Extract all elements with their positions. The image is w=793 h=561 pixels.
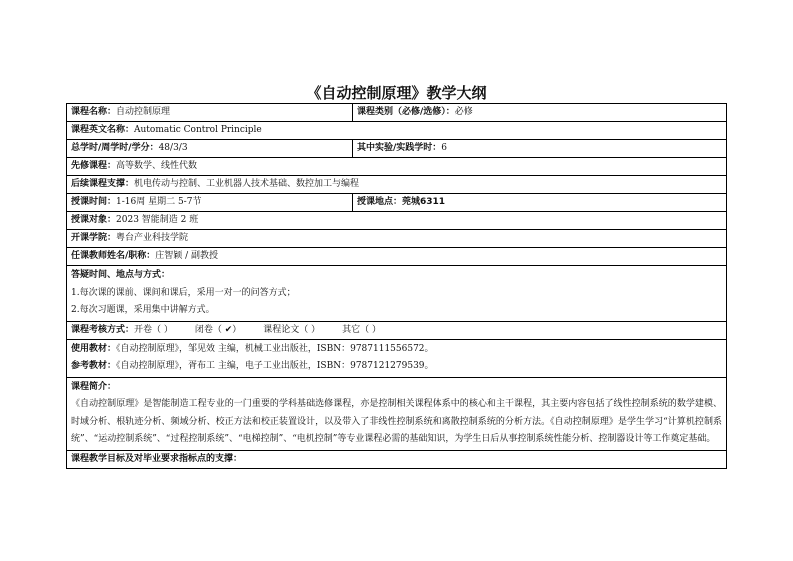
field-label: 后续课程支撑： [71,179,135,189]
field-label: 总学时/周学时/学分： [71,143,159,153]
qa-item: 1.每次课的课前、课间和课后，采用一对一的问答方式； [71,287,296,298]
teacher: 庄智颖 / 副教授 [155,251,219,261]
course-type: 必修 [454,107,473,117]
course-name: 自动控制原理 [116,107,171,117]
field-label: 任课教师姓名/职称： [71,251,156,261]
college: 粤台产业科技学院 [116,233,189,243]
field-label: 开课学院： [71,233,117,243]
document-title: 《自动控制原理》教学大纲 [306,84,487,102]
field-label: 课程名称： [71,107,117,117]
table-row [67,104,727,122]
field-label: 授课地点： [357,197,403,207]
field-label: 授课对象： [71,215,117,225]
table-row [67,230,727,248]
field-label: 先修课程： [71,161,117,171]
table-row [67,266,727,322]
table-row [67,122,727,140]
prerequisites: 高等数学、线性代数 [116,161,198,171]
field-label: 课程教学目标及对毕业要求指标点的支撑： [71,453,243,464]
course-hours: 48/3/3 [158,143,188,153]
field-label: 课程考核方式： [71,324,135,335]
table-row [67,158,727,176]
course-intro: 《自动控制原理》是智能制造工程专业的一门重要的学科基础选修课程，亦是控制相关课程体系中的核心和主干课程，其主要内容包括了线性控制系统的数学建模、时域分析、根轨迹分析、频域分析、校正方法和校正装置设计，以及带入了非线性控制系统和离散控制系统的分析方法。《自动控制原理》是学生学习“计算机控制系统”、“运动控制系统”、“过程控制系统”、“电梯控制”、“电机控制”等专业课程必需的基础知识，为学生日后从事控制系统性能分析、控制器设计等工作奠定基础。 [71,399,722,444]
table-row [67,321,727,339]
exam-option: 其它（ ） [342,324,382,335]
field-label: 参考教材： [71,361,117,371]
table-row [67,248,727,266]
follow-up-courses: 机电传动与控制、工业机器人技术基础、数控加工与编程 [134,179,360,189]
qa-item: 2.每次习题课，采用集中讲解方式。 [71,305,215,315]
field-label: 使用教材： [71,343,117,354]
field-label: 答疑时间、地点与方式： [71,270,171,280]
exam-option-checked: 闭卷（ ✔） [194,324,242,335]
table-row [67,339,727,377]
field-label: 课程英文名称： [71,125,135,135]
table-row [67,212,727,230]
field-label: 授课时间： [71,197,117,207]
course-english-name: Automatic Control Principle [134,125,262,135]
class-time: 1-16周 星期二 5-7节 [116,197,202,207]
field-label: 课程简介： [71,381,117,392]
lab-hours: 6 [441,143,448,153]
reference-book: 《自动控制原理》，胥布工 主编，电子工业出版社，ISBN：9787121279539。 [116,361,434,371]
table-row [67,194,727,212]
exam-option: 课程论文（ ） [263,324,321,335]
table-row [67,140,727,158]
table-row [67,377,727,450]
table-row [67,450,727,468]
textbook: 《自动控制原理》，邹见效 主编，机械工业出版社，ISBN：9787111556572。 [116,343,434,354]
field-label: 课程类别（必修/选修）： [357,107,455,117]
syllabus-table [66,103,727,469]
class-place: 莞城6311 [402,197,446,207]
exam-option: 开卷（ ） [134,324,173,335]
table-row [67,176,727,194]
field-label: 其中实验/实践学时： [357,143,442,153]
target-class: 2023 智能制造 2 班 [116,215,199,225]
